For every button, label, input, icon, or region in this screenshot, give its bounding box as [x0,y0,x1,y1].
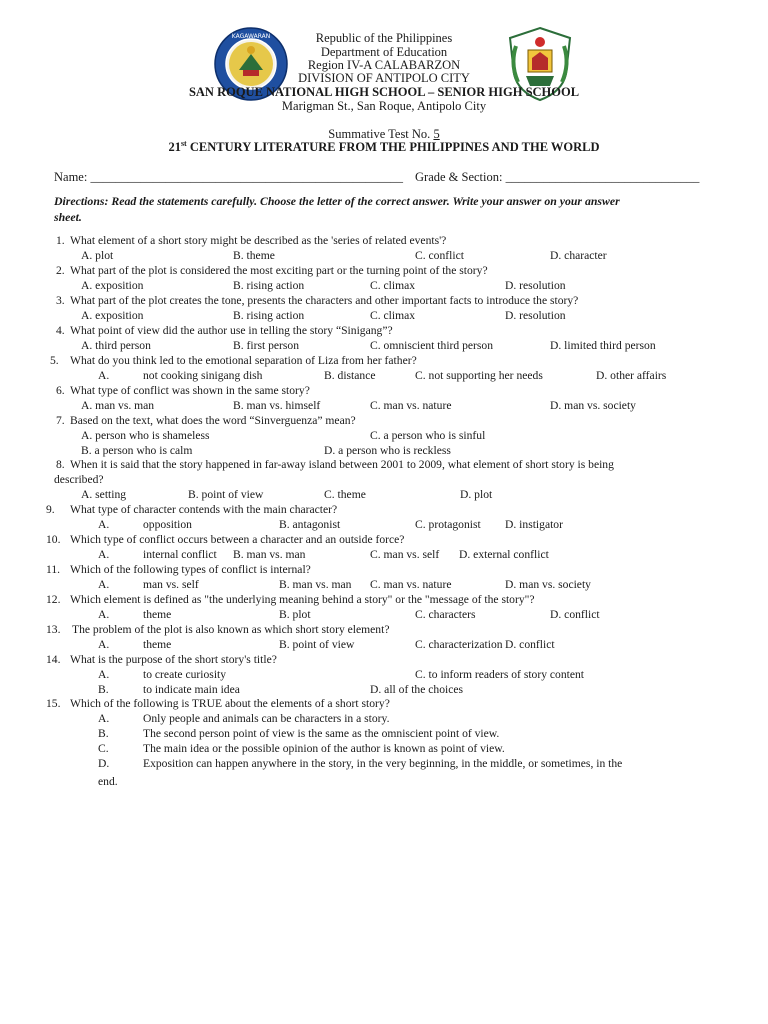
question-text: Which of the following types of conflict is internal? [70,563,311,576]
answer-choice: to indicate main idea [143,683,240,696]
grade-section-field[interactable] [415,170,699,185]
grade-section-line[interactable]: _______________________________ [505,170,700,184]
subject-sup: st [180,138,187,148]
answer-choice: A. [98,668,110,681]
answer-choice: B. point of view [188,488,264,501]
answer-choice: B. distance [324,369,376,382]
answer-choice: A. exposition [81,279,144,292]
answer-choice: D. character [550,249,607,262]
header-republic: Republic of the Philippines [315,31,453,45]
school-name: SAN ROQUE NATIONAL HIGH SCHOOL – SENIOR HIGH SCHOOL [188,85,580,99]
answer-choice: Only people and animals can be characters in a story. [143,712,390,725]
answer-choice: C. to inform readers of story content [415,668,585,681]
answer-choice: C. a person who is sinful [370,429,486,442]
answer-choice: B. first person [233,339,300,352]
question-number: 1. [56,234,65,247]
answer-choice: internal conflict [143,548,217,561]
answer-choice: A. exposition [81,309,144,322]
answer-choice: C. conflict [415,249,464,262]
answer-choice: D. instigator [505,518,563,531]
answer-choice: C. climax [370,309,416,322]
question-text: The problem of the plot is also known as which short story element? [72,623,390,636]
test-title-prefix: Summative Test No. [328,127,431,141]
question-number: 8. [56,458,65,471]
answer-choice: B. [98,727,109,740]
question-number: 9. [46,503,55,516]
question-number: 14. [46,653,61,666]
answer-choice: C. man vs. self [370,548,440,561]
name-line[interactable]: __________________________________________________ [90,170,403,184]
answer-choice: D. conflict [550,608,600,621]
question-number: 11. [46,563,61,576]
answer-choice: B. man vs. man [233,548,306,561]
answer-choice: D. other affairs [596,369,667,382]
question-number: 7. [56,414,65,427]
answer-choice: A. [98,518,110,531]
answer-choice: C. climax [370,279,416,292]
answer-choice: A. [98,712,110,725]
subject-num: 21 [168,140,181,154]
question-text: What is the purpose of the short story's title? [70,653,277,666]
name-label: Name: [54,170,91,184]
answer-choice: B. [98,683,109,696]
question-number: 6. [56,384,65,397]
school-address: Marigman St., San Roque, Antipolo City [281,99,487,113]
question-number: 2. [56,264,65,277]
answer-choice: D. man vs. society [550,399,636,412]
question-number: 12. [46,593,61,606]
answer-choice: C. theme [324,488,366,501]
answer-choice: B. theme [233,249,275,262]
question-text: Which of the following is TRUE about the elements of a short story? [70,697,390,710]
answer-choice: B. man vs. himself [233,399,321,412]
question-text: What do you think led to the emotional separation of Liza from her father? [70,354,417,367]
answer-choice: not cooking sinigang dish [143,369,263,382]
answer-choice: The main idea or the possible opinion of the author is known as point of view. [143,742,505,755]
answer-choice: D. [98,757,110,770]
answer-choice: The second person point of view is the same as the omniscient point of view. [143,727,500,740]
answer-choice: D. resolution [505,309,566,322]
answer-choice: Exposition can happen anywhere in the story, in the very beginning, in the middle, or sometimes, in the [143,757,623,770]
answer-choice: man vs. self [143,578,199,591]
answer-choice: C. [98,742,109,755]
answer-choice: A. [98,578,110,591]
answer-choice: B. rising action [233,279,305,292]
header-region: Region IV-A CALABARZON [307,58,461,72]
answer-choice: A. setting [81,488,127,501]
question-number: 3. [56,294,65,307]
answer-choice: theme [143,638,172,651]
question-number: 13. [46,623,61,636]
question-text-cont: described? [54,473,104,486]
subject-rest: CENTURY LITERATURE FROM THE PHILIPPINES AND THE WORLD [186,140,600,154]
question-text: Based on the text, what does the word “Sinverguenza” mean? [70,414,356,427]
answer-choice: D. a person who is reckless [324,444,451,457]
answer-choice: A. [98,548,110,561]
question-text: Which element is defined as "the underlying meaning behind a story" or the "message of the story"? [70,593,535,606]
answer-choice: B. plot [279,608,311,621]
answer-choice: D. all of the choices [370,683,464,696]
answer-choice: A. person who is shameless [81,429,210,442]
question-text: What element of a short story might be described as the 'series of related events'? [70,234,447,247]
answer-choice: end. [98,775,118,788]
answer-choice: C. characterization [415,638,503,651]
answer-choice: A. man vs. man [81,399,155,412]
answer-choice: B. rising action [233,309,305,322]
answer-choice: A. [98,638,110,651]
question-text: What type of character contends with the main character? [70,503,338,516]
subject-title [0,140,768,155]
answer-choice: D. resolution [505,279,566,292]
question-text: What type of conflict was shown in the same story? [70,384,310,397]
question-number: 5. [50,354,59,367]
question-text: Which type of conflict occurs between a character and an outside force? [70,533,405,546]
svg-text:KAGAWARAN: KAGAWARAN [231,33,271,40]
answer-choice: opposition [143,518,192,531]
question-text: What part of the plot creates the tone, presents the characters and other important facts to introduce the story? [70,294,579,307]
question-text: What point of view did the author use in telling the story “Sinigang”? [70,324,393,337]
answer-choice: A. plot [81,249,114,262]
answer-choice: C. omniscient third person [370,339,494,352]
answer-choice: theme [143,608,172,621]
header-deped: Department of Education [320,45,448,59]
question-number: 4. [56,324,65,337]
answer-choice: D. man vs. society [505,578,591,591]
grade-section-label: Grade & Section: [415,170,506,184]
answer-choice: A. [98,608,110,621]
answer-choice: C. protagonist [415,518,481,531]
answer-choice: B. man vs. man [279,578,352,591]
answer-choice: to create curiosity [143,668,227,681]
test-number: 5 [433,127,440,141]
answer-choice: C. not supporting her needs [415,369,543,382]
answer-choice: D. plot [460,488,493,501]
name-field[interactable] [54,170,403,185]
answer-choice: D. limited third person [550,339,656,352]
answer-choice: C. man vs. nature [370,399,452,412]
question-text: What part of the plot is considered the most exciting part or the turning point of the story? [70,264,488,277]
answer-choice: D. external conflict [459,548,549,561]
directions-line1: Directions: Read the statements carefully. Choose the letter of the correct answer. Write your answer on your answer [54,194,620,208]
question-number: 15. [46,697,61,710]
answer-choice: B. antagonist [279,518,341,531]
answer-choice: B. point of view [279,638,355,651]
answer-choice: A. third person [81,339,151,352]
question-text: When it is said that the story happened in far-away island between 2001 to 2009, what element of short story is being [70,458,614,471]
answer-choice: D. conflict [505,638,555,651]
question-number: 10. [46,533,61,546]
answer-choice: C. characters [415,608,476,621]
directions-line2: sheet. [54,210,82,224]
header-division: DIVISION OF ANTIPOLO CITY [298,71,470,85]
answer-choice: C. man vs. nature [370,578,452,591]
answer-choice: B. a person who is calm [81,444,193,457]
answer-choice: A. [98,369,110,382]
